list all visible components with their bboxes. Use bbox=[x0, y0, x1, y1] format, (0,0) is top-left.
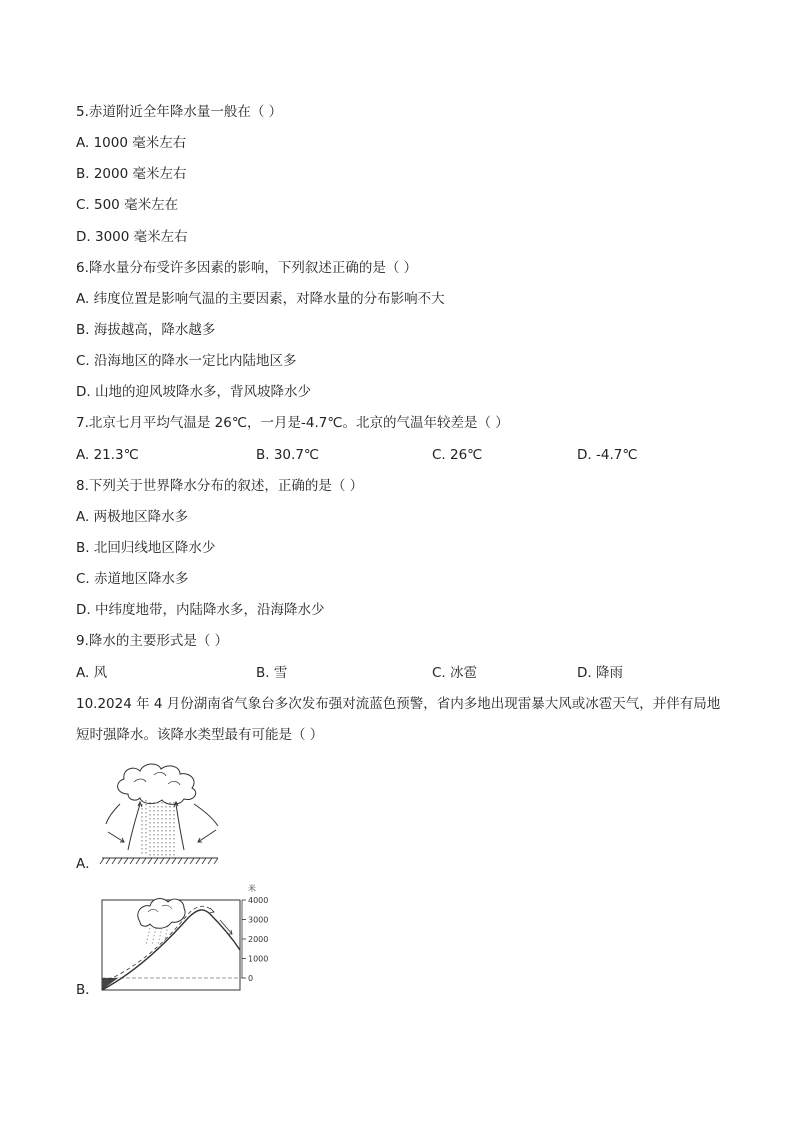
q10-stem: 10.2024 年 4 月份湖南省气象台多次发布强对流蓝色预警，省内多地出现雷暴大风或冰雹天气，并伴有局地短时强降水。该降水类型最有可能是（ ） bbox=[76, 696, 721, 743]
cloud-shape-b bbox=[138, 899, 185, 929]
axis-unit: 米 bbox=[248, 884, 256, 893]
tick-4000: 4000 bbox=[248, 896, 269, 905]
q9-stem: 9.降水的主要形式是（ ） bbox=[76, 633, 229, 649]
rain-dots bbox=[142, 800, 174, 856]
q6-stem: 6.降水量分布受许多因素的影响，下列叙述正确的是（ ） bbox=[76, 260, 418, 276]
q7-stem: 7.北京七月平均气温是 26℃，一月是-4.7℃。北京的气温年较差是（ ） bbox=[76, 415, 509, 431]
q5-option-a[interactable]: A. 1000 毫米左右 bbox=[76, 135, 187, 151]
q9-option-d[interactable]: D. 降雨 bbox=[577, 665, 623, 681]
cloud-shape bbox=[118, 764, 196, 804]
q7-option-c[interactable]: C. 26℃ bbox=[432, 447, 483, 463]
q10-option-a-figure[interactable] bbox=[98, 760, 228, 866]
tick-0: 0 bbox=[248, 974, 254, 983]
q10-option-b-figure[interactable] bbox=[98, 882, 270, 994]
tick-2000: 2000 bbox=[248, 935, 269, 944]
q6-option-c[interactable]: C. 沿海地区的降水一定比内陆地区多 bbox=[76, 353, 297, 369]
q5-option-c[interactable]: C. 500 毫米左在 bbox=[76, 197, 179, 213]
q7-option-d[interactable]: D. -4.7℃ bbox=[577, 447, 638, 463]
q8-option-d[interactable]: D. 中纬度地带，内陆降水多，沿海降水少 bbox=[76, 602, 325, 618]
q5-option-b[interactable]: B. 2000 毫米左右 bbox=[76, 166, 187, 182]
q5-stem: 5.赤道附近全年降水量一般在（ ） bbox=[76, 104, 283, 120]
q9-option-c[interactable]: C. 冰雹 bbox=[432, 665, 478, 681]
q6-option-b[interactable]: B. 海拔越高，降水越多 bbox=[76, 322, 216, 338]
tick-1000: 1000 bbox=[248, 954, 269, 964]
q6-option-d[interactable]: D. 山地的迎风坡降水多，背风坡降水少 bbox=[76, 384, 311, 400]
q10-option-a-label[interactable]: A． bbox=[76, 856, 99, 872]
q8-option-a[interactable]: A. 两极地区降水多 bbox=[76, 509, 189, 525]
q6-option-a[interactable]: A. 纬度位置是影响气温的主要因素，对降水量的分布影响不大 bbox=[76, 291, 445, 307]
q8-option-b[interactable]: B. 北回归线地区降水少 bbox=[76, 540, 216, 556]
q7-option-a[interactable]: A. 21.3℃ bbox=[76, 447, 139, 463]
q7-option-b[interactable]: B. 30.7℃ bbox=[256, 447, 320, 463]
q5-option-d[interactable]: D. 3000 毫米左右 bbox=[76, 229, 188, 245]
q9-option-b[interactable]: B. 雪 bbox=[256, 665, 288, 681]
tick-3000: 3000 bbox=[248, 915, 269, 925]
q8-stem: 8.下列关于世界降水分布的叙述，正确的是（ ） bbox=[76, 478, 364, 494]
q9-option-a[interactable]: A. 风 bbox=[76, 665, 108, 681]
q8-option-c[interactable]: C. 赤道地区降水多 bbox=[76, 571, 189, 587]
q10-option-b-label[interactable]: B． bbox=[76, 982, 99, 998]
